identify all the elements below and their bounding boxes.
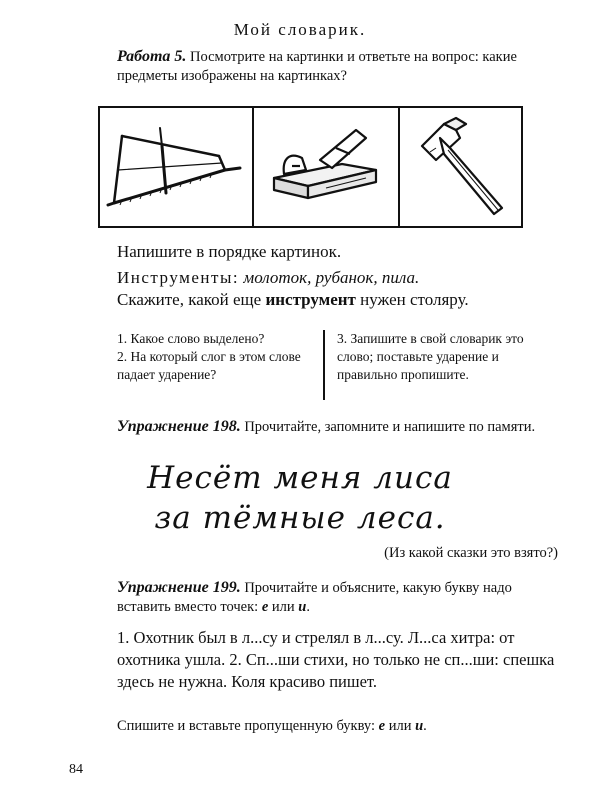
ask-before: Скажите, какой еще <box>117 290 266 309</box>
exercise-198-text: Прочитайте, запомните и напишите по памяти. <box>240 419 536 435</box>
task-letter-i: и <box>415 718 424 734</box>
ask-bold-word: инструмент <box>265 290 356 309</box>
saw-icon <box>100 108 252 226</box>
picture-cell-plane <box>254 108 400 226</box>
instruments-label: Инструменты: <box>117 268 240 287</box>
cursive-line-1: Несёт меня лиса <box>147 460 453 496</box>
ask-line <box>117 290 469 310</box>
work5-text: Посмотрите на картинки и ответьте на вопрос: какие предметы изображены на картинках? <box>117 49 517 84</box>
picture-cell-saw <box>100 108 254 226</box>
exercise-198 <box>117 417 557 437</box>
letter-i: и <box>298 599 307 615</box>
task-end: . <box>423 718 427 734</box>
letter-e: е <box>261 599 269 615</box>
question-2: 2. На который слог в этом слове падает ударение? <box>117 349 301 382</box>
write-order-instruction: Напишите в порядке картинок. <box>117 242 342 261</box>
question-3: 3. Запишите в свой словарик это слово; поставьте ударение и правильно пропишите. <box>337 331 524 382</box>
exercise-198-title: Упражнение 198. <box>117 418 241 435</box>
page-heading: Мой словарик. <box>233 20 367 39</box>
page-number: 84 <box>69 762 83 777</box>
exercise-199-title: Упражнение 199. <box>117 579 241 596</box>
ask-after: нужен столяру. <box>355 290 469 309</box>
work5-instruction <box>117 47 557 86</box>
questions-left <box>117 330 312 384</box>
sentence-end: . <box>306 599 310 615</box>
instruments-value: молоток, рубанок, пила. <box>239 268 420 287</box>
exercise-199-text: Прочитайте и объясните, какую букву надо вставить вместо точек: <box>117 580 512 615</box>
source-question: (Из какой сказки это взято?) <box>384 545 558 561</box>
or-word: или <box>268 599 299 615</box>
question-1: 1. Какое слово выделено? <box>117 331 265 346</box>
tool-pictures <box>98 106 523 228</box>
cursive-line-2: за тёмные леса. <box>154 500 446 536</box>
hammer-icon <box>400 108 521 226</box>
task-letter-e: е <box>378 718 386 734</box>
work5-title: Работа 5. <box>117 48 187 65</box>
task-text: Спишите и вставьте пропущенную букву: <box>117 718 379 734</box>
task-or-word: или <box>385 718 416 734</box>
exercise-199 <box>117 578 557 617</box>
exercise-199-task <box>117 718 557 735</box>
plane-icon <box>254 108 398 226</box>
questions-right <box>337 330 542 384</box>
instruments-line <box>117 268 419 288</box>
picture-cell-hammer <box>400 108 521 226</box>
exercise-199-sentences: 1. Охотник был в л...су и стрелял в л...су. Л...са хитра: от охотника ушла. 2. Сп...ши стихи, но только не сп...ши: спешка здесь не нужна. Коля красиво пишет. <box>117 628 555 691</box>
questions-divider <box>323 330 325 400</box>
